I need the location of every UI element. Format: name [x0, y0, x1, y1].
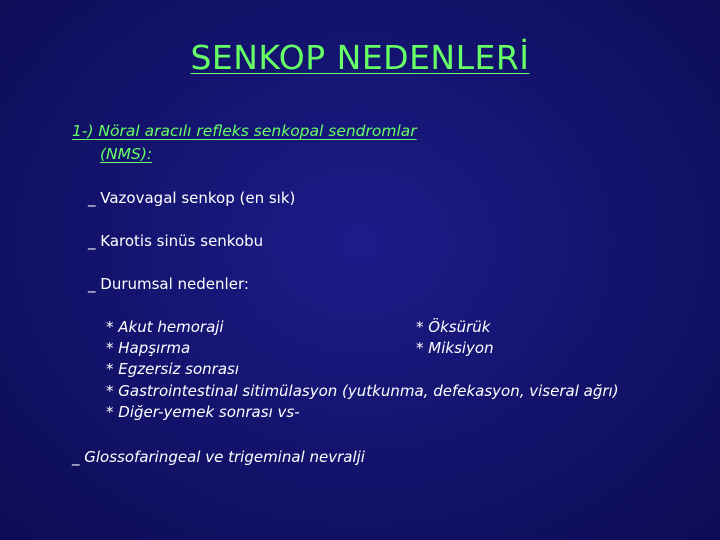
- bullet-durumsal: _ Durumsal nedenler:: [88, 275, 249, 293]
- slide-title: SENKOP NEDENLERİ: [190, 38, 530, 77]
- sub-item-gastrointestinal: * Gastrointestinal sitimülasyon (yutkunma, defekasyon, viseral ağrı): [106, 382, 619, 400]
- sub-item-akut-hemoraji: * Akut hemoraji: [106, 318, 224, 336]
- sub-item-hapsirma: * Hapşırma: [106, 339, 191, 357]
- section-heading: [72, 120, 512, 166]
- section-heading-line-1: 1-) Nöral aracılı refleks senkopal sendromlar: [72, 122, 417, 140]
- sub-item-oksuruk: * Öksürük: [416, 318, 491, 336]
- sub-item-diger: * Diğer-yemek sonrası vs-: [106, 403, 300, 421]
- sub-item-egzersiz: * Egzersiz sonrası: [106, 360, 240, 378]
- bullet-vazovagal: _ Vazovagal senkop (en sık): [88, 189, 296, 207]
- bullet-glossofaringeal: _ Glossofaringeal ve trigeminal nevralji: [72, 448, 365, 466]
- bullet-karotis: _ Karotis sinüs senkobu: [88, 232, 264, 250]
- sub-item-miksiyon: * Miksiyon: [416, 339, 494, 357]
- section-heading-line-2: (NMS):: [100, 145, 153, 163]
